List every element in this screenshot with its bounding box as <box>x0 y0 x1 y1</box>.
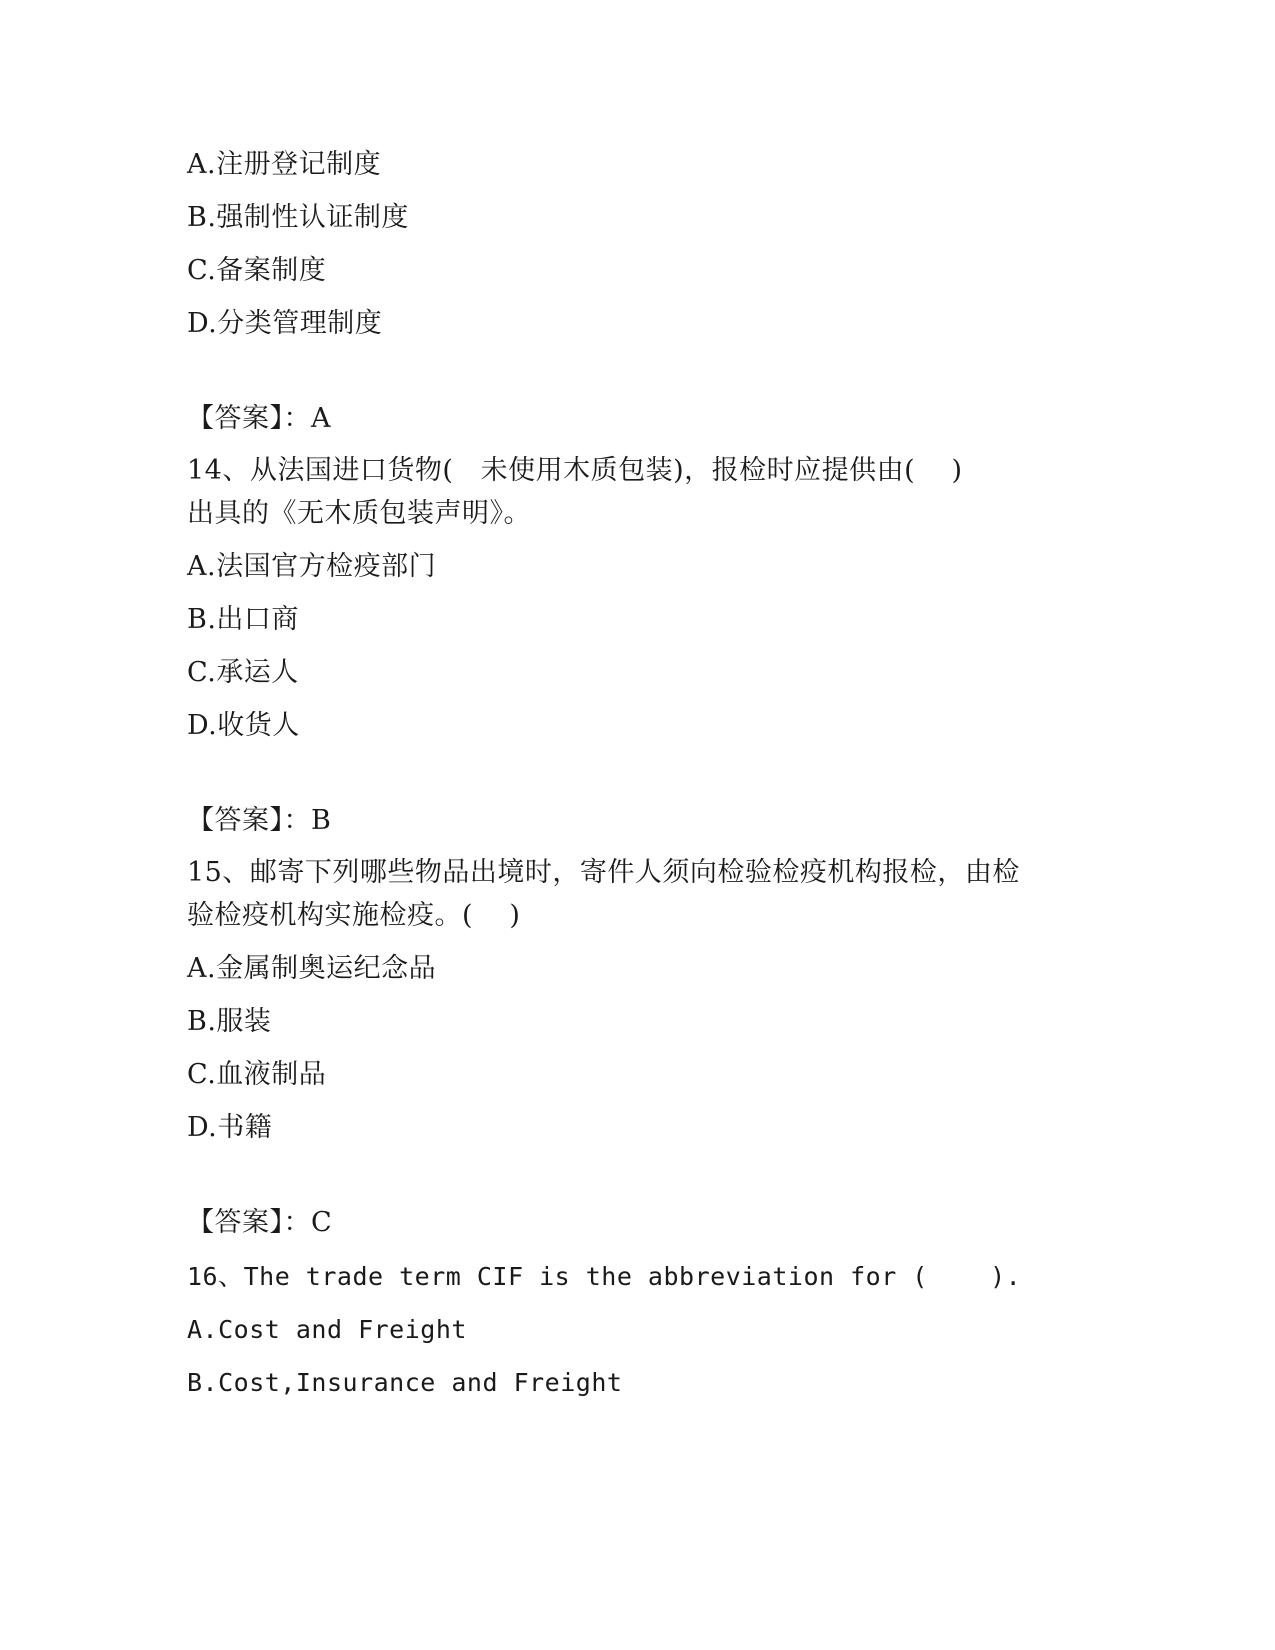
q15-option-d: D.书籍 <box>187 1112 273 1143</box>
q14-stem-line1: 14、从法国进口货物( 未使用木质包装)，报检时应提供由( ) <box>187 455 963 486</box>
q13-option-b: B.强制性认证制度 <box>187 202 409 233</box>
q16-stem: 16、The trade term CIF is the abbreviation for ( ). <box>187 1262 1022 1291</box>
q13-answer: 【答案】：A <box>187 403 331 434</box>
q15-stem-line1: 15、邮寄下列哪些物品出境时，寄件人须向检验检疫机构报检，由检 <box>187 857 1020 888</box>
q15-answer: 【答案】：C <box>187 1207 333 1238</box>
q16-option-a: A.Cost and Freight <box>187 1315 467 1344</box>
q14-option-b: B.出口商 <box>187 604 299 635</box>
q16-option-b: B.Cost,Insurance and Freight <box>187 1368 623 1397</box>
q13-option-a: A.注册登记制度 <box>187 149 382 180</box>
q14-answer: 【答案】：B <box>187 805 332 836</box>
q13-option-d: D.分类管理制度 <box>187 308 383 339</box>
q14-option-a: A.法国官方检疫部门 <box>187 551 437 582</box>
q15-option-b: B.服装 <box>187 1006 272 1037</box>
q13-option-c: C.备案制度 <box>187 255 327 286</box>
q15-stem-line2: 验检疫机构实施检疫。( ) <box>187 900 521 931</box>
q15-option-a: A.金属制奥运纪念品 <box>187 953 437 984</box>
q14-option-d: D.收货人 <box>187 710 300 741</box>
q14-option-c: C.承运人 <box>187 657 299 688</box>
q15-option-c: C.血液制品 <box>187 1059 327 1090</box>
q14-stem-line2: 出具的《无木质包装声明》。 <box>187 498 531 529</box>
